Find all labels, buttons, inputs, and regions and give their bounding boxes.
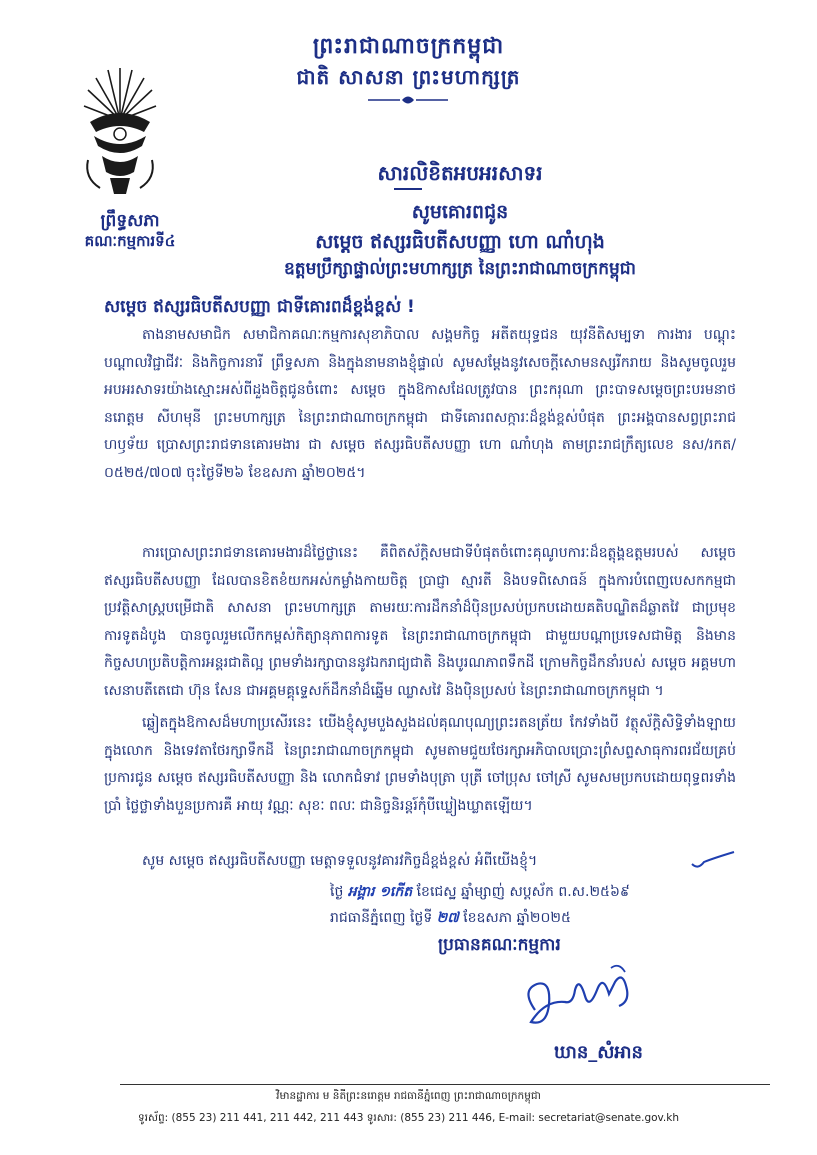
- footer-address: វិមានដ្ឋាការ ម និតីព្រះនរោត្តម រាជធានីភ្នំពេញ ព្រះរាជាណាចក្រកម្ពុជា: [276, 1090, 541, 1102]
- body-paragraph-2: ការប្រោសព្រះរាជទានគោរមងារដ៏ថ្លៃថ្លានេះ គឺពិតស័ក្តិសមជាទីបំផុតចំពោះគុណូបការៈដ៏ឧត្តុង្គឧត្តមរបស់ សម្តេច ឥស្សរធិបតីសបញ្ញា ដែលបានខិតខំយកអស់កម្លាំងកាយចិត្ត ប្រាជ្ញា ស្មារតី និងបទពិសោធន៍ ក្នុងការបំពេញបេសកកម្មជាប្រវត្តិសាស្ត្របម្រើជាតិ សាសនា ព្រះមហាក្សត្រ តាមរយៈការដឹកនាំដ៏ប៉ិនប្រសប់ប្រកបដោយគតិបណ្ឌិតដ៏ឆ្លាតវៃ ជាប្រមុខការទូតដំបូង បានចូលរួមលើកកម្ពស់កិត្យានុភាពការទូត នៃព្រះរាជាណាចក្រកម្ពុជា ជាមួយបណ្តាប្រទេសជាមិត្ត និងមានកិច្ចសហប្រតិបត្តិការអន្តរជាតិល្អ ព្រមទាំងរក្សាបាននូវឯករាជ្យជាតិ និងបូរណភាពទឹកដី ក្រោមកិច្ចដឹកនាំរបស់ សម្តេច អគ្គមហាសេនាបតីតេជោ ហ៊ុន សែន ជាអគ្គមគ្គុទ្ទេសក៍ដឹកនាំដ៏ឆ្នើម ឈ្លាសវៃ និងប៉ិនប្រសប់ នៃព្រះរាជាណាចក្រកម្ពុជា ។: [104, 545, 736, 699]
- address-line: សូមគោរពជូន: [411, 201, 509, 223]
- title-underline: [394, 188, 422, 190]
- place-date: រាជធានីភ្នំពេញ ថ្ងៃទី ២៧ ខែឧសភា ឆ្នាំ២០២៥: [330, 910, 571, 926]
- senate-emblem-icon: [80, 60, 160, 200]
- ornament-divider: [368, 94, 448, 106]
- recipient-role: ឧត្តមប្រឹក្សាផ្ទាល់ព្រះមហាក្សត្រ នៃព្រះរាជាណាចក្រកម្ពុជា: [284, 259, 636, 279]
- commission-label: គណៈកម្មការទី៤: [84, 232, 176, 250]
- letter-title: សារលិខិតអបអរសាទរ: [377, 161, 543, 185]
- closing-line: សូម សម្តេច ឥស្សរធិបតីសបញ្ញា មេត្តាទទួលនូវគារវកិច្ចដ៏ខ្ពង់ខ្ពស់ អំពីយើងខ្ញុំ។: [142, 853, 538, 869]
- lunar-date-handwritten: អង្គារ ១កើត: [347, 884, 413, 900]
- recipient-name: សម្តេច ឥស្សរធិបតីសបញ្ញា ហោ ណាំហុង: [315, 231, 605, 253]
- signer-name: ឃាន_សំអាន: [554, 1042, 643, 1063]
- body-paragraph-3: ឆ្លៀតក្នុងឱកាសដ៏មហាប្រសើរនេះ យើងខ្ញុំសូមបួងសួងដល់គុណបុណ្យព្រះរតនត្រ័យ កែវទាំងបី វត្ថុស័ក្តិសិទ្ធិទាំងឡាយក្នុងលោក និងទេវតាថែរក្សាទឹកដី នៃព្រះរាជាណាចក្រកម្ពុជា សូមតាមជួយថែរក្សាអភិបាលប្រោះព្រំសព្ទសាធុការពរជ័យគ្រប់ប្រការជូន សម្តេច ឥស្សរធិបតីសបញ្ញា និង លោកជំទាវ ព្រមទាំងបុត្រា បុត្រី ចៅប្រុស ចៅស្រី សូមសមប្រកបដោយពុទ្ធពរទាំងប្រាំ ថ្លៃថ្លាទាំងបួនប្រការគឺ អាយុ វណ្ណៈ សុខៈ ពលៈ ជានិច្ចនិរន្តរ៍កុំបីឃ្លៀងឃ្លាតឡើយ។: [104, 715, 736, 814]
- footer-contact: ទូរស័ព្ទ: (855 23) 211 441, 211 442, 211 443 ទូរសារ: (855 23) 211 446, E-mail: secretariat@senate.gov.kh: [137, 1112, 680, 1124]
- check-mark-icon: [688, 850, 738, 872]
- signer-title: ប្រធានគណៈកម្មការ: [438, 935, 561, 955]
- footer-divider: [120, 1084, 770, 1085]
- lunar-date: ថ្ងៃ អង្គារ ១កើត ខែជេស្ឋ ឆ្នាំម្សាញ់ សប្តស័ក ព.ស.២៥៦៩: [330, 884, 630, 900]
- salutation: សម្តេច ឥស្សរធិបតីសបញ្ញា ជាទីគោរពដ៏ខ្ពង់ខ្ពស់ !: [104, 297, 415, 317]
- national-motto: ជាតិ សាសនា ព្រះមហាក្សត្រ: [296, 65, 521, 89]
- kingdom-heading: ព្រះរាជាណាចក្រកម្ពុជា: [312, 34, 505, 59]
- signature-icon: [515, 960, 640, 1040]
- body-paragraph-1: តាងនាមសមាជិក សមាជិកាគណៈកម្មការសុខាភិបាល សង្គមកិច្ច អតីតយុទ្ធជន យុវនីតិសម្បទា ការងារ បណ្តុះបណ្តាលវិជ្ជាជីវៈ និងកិច្ចការនារី ព្រឹទ្ធសភា និងក្នុងនាមនាងខ្ញុំផ្ទាល់ សូមសម្តែងនូវសេចក្តីសោមនស្សរីករាយ និងសូមចូលរួមអបអរសាទរយ៉ាងស្មោះអស់ពីដួងចិត្តជូនចំពោះ សម្តេច ក្នុងឱកាសដែលត្រូវបាន ព្រះករុណា ព្រះបាទសម្តេចព្រះបរមនាថ នរោត្តម សីហមុនី ព្រះមហាក្សត្រ នៃព្រះរាជាណាចក្រកម្ពុជា ជាទីគោរពសក្ការៈដ៏ខ្ពង់ខ្ពស់បំផុត ព្រះអង្គបានសព្វព្រះរាជហឫទ័យ ប្រោសព្រះរាជទានគោរមងារ ជា សម្តេច ឥស្សរធិបតីសបញ្ញា ហោ ណាំហុង តាមព្រះរាជក្រឹត្យលេខ នស/រកត/០៥២៥/៧០៧ ចុះថ្ងៃទី២៦ ខែឧសភា ឆ្នាំ២០២៥។: [104, 327, 736, 481]
- senate-label: ព្រឹទ្ធសភា: [100, 211, 160, 231]
- date-handwritten: ២៧: [436, 910, 459, 926]
